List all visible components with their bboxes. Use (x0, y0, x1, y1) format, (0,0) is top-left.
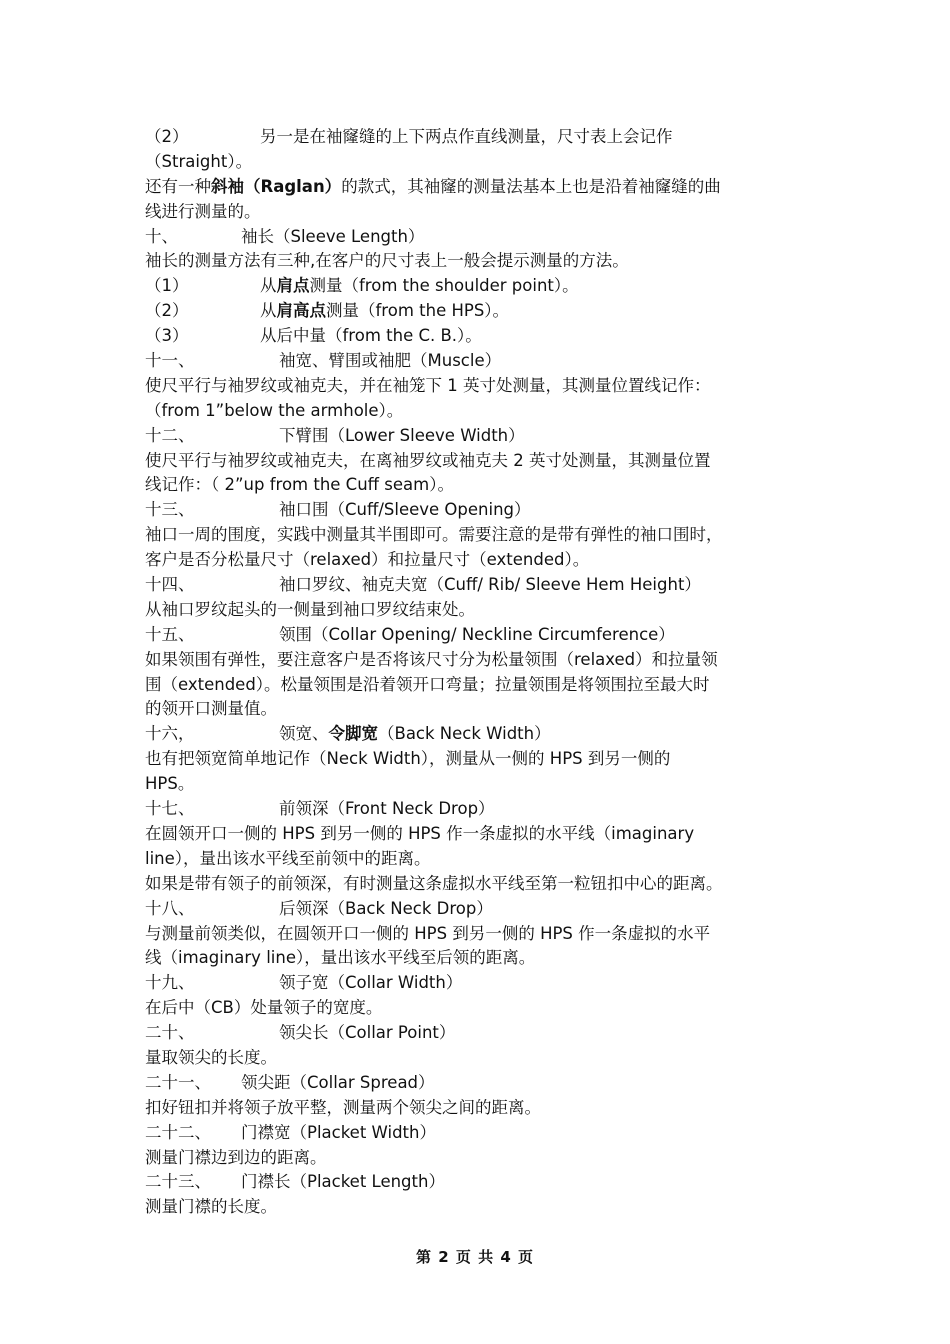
section-heading (145, 623, 825, 648)
section-number: 十三、 (145, 500, 195, 520)
paragraph-line (145, 747, 825, 772)
paragraph-line (145, 847, 825, 872)
paragraph-line (145, 822, 825, 847)
paragraph-line (145, 523, 825, 548)
paragraph-line (145, 150, 825, 175)
line-text: 扣好钮扣并将领子放平整，测量两个领尖之间的距离。 (145, 1097, 541, 1117)
section-number: 十一、 (145, 351, 195, 371)
paragraph-line (145, 673, 825, 698)
line-text: 的领开口测量值。 (145, 699, 277, 719)
line-text: 在后中（CB）处量领子的宽度。 (145, 998, 383, 1018)
item-number: （3） (145, 326, 189, 346)
line-text: （from 1”below the armhole）。 (145, 400, 404, 420)
line-text: 如果领围有弹性，要注意客户是否将该尺寸分为松量领围（relaxed）和拉量领 (145, 649, 718, 669)
section-number: 十六， (145, 724, 195, 744)
line-text: 线进行测量的。 (145, 201, 261, 221)
line-text: （Straight）。 (145, 151, 253, 171)
paragraph-line (145, 996, 825, 1021)
paragraph-line (145, 175, 825, 200)
section-number: 十五、 (145, 624, 195, 644)
section-title: 领尖长（Collar Point） (279, 1023, 456, 1043)
section-title: 袖口围（Cuff/Sleeve Opening） (279, 500, 531, 520)
paragraph-line (145, 946, 825, 971)
paragraph-line (145, 598, 825, 623)
line-text: HPS。 (145, 774, 195, 794)
line-text: （Back Neck Width） (378, 724, 551, 744)
line-text: 线（imaginary line），量出该水平线至后领的距离。 (145, 948, 536, 968)
line-text: 与测量前领类似，在圆领开口一侧的 HPS 到另一侧的 HPS 作一条虚拟的水平 (145, 923, 711, 943)
bold-term: 令脚宽 (328, 724, 378, 744)
section-title: 门襟长（Placket Length） (241, 1172, 445, 1192)
numbered-item (145, 274, 825, 299)
paragraph-line (145, 399, 825, 424)
document-body (145, 125, 825, 1220)
section-number: 二十二、 (145, 1122, 211, 1142)
line-text: 从后中量（from the C. B.）。 (260, 326, 482, 346)
section-heading (145, 1071, 825, 1096)
paragraph-line (145, 249, 825, 274)
line-text: 从 (260, 276, 277, 296)
numbered-item (145, 125, 825, 150)
paragraph-line (145, 449, 825, 474)
line-text: 量取领尖的长度。 (145, 1047, 277, 1067)
section-heading (145, 225, 825, 250)
section-heading (145, 424, 825, 449)
page-footer: 第 2 页 共 4 页 (416, 1248, 534, 1266)
section-number: 二十三、 (145, 1172, 211, 1192)
line-text: 如果是带有领子的前领深，有时测量这条虚拟水平线至第一粒钮扣中心的距离。 (145, 873, 723, 893)
section-title: 下臂围（Lower Sleeve Width） (279, 425, 525, 445)
paragraph-line (145, 922, 825, 947)
bold-term: 斜袖（Raglan） (211, 176, 342, 196)
section-title: 前领深（Front Neck Drop） (279, 799, 495, 819)
paragraph-line (145, 473, 825, 498)
section-title: 后领深（Back Neck Drop） (279, 898, 493, 918)
numbered-item (145, 299, 825, 324)
paragraph-line (145, 548, 825, 573)
paragraph-line (145, 872, 825, 897)
section-title: 袖长（Sleeve Length） (241, 226, 425, 246)
section-number: 二十一、 (145, 1072, 211, 1092)
paragraph-line (145, 772, 825, 797)
section-number: 二十、 (145, 1023, 195, 1043)
bold-term: 肩点 (276, 276, 310, 296)
line-text: 还有一种 (145, 176, 211, 196)
item-number: （1） (145, 276, 189, 296)
section-heading (145, 1021, 825, 1046)
line-text: 在圆领开口一侧的 HPS 到另一侧的 HPS 作一条虚拟的水平线（imaginary (145, 823, 695, 843)
section-title: 袖口罗纹、袖克夫宽（Cuff/ Rib/ Sleeve Hem Height） (279, 575, 701, 595)
numbered-item (145, 324, 825, 349)
item-number: （2） (145, 127, 189, 146)
line-text: 测量门襟的长度。 (145, 1197, 277, 1217)
line-text: 袖口一周的围度，实践中测量其半围即可。需要注意的是带有弹性的袖口围时， (145, 525, 723, 545)
bold-term: 肩高点 (276, 301, 326, 321)
line-text: line），量出该水平线至前领中的距离。 (145, 848, 431, 868)
section-number: 十四、 (145, 575, 195, 595)
line-text: 使尺平行与袖罗纹或袖克夫，并在袖笼下 1 英寸处测量，其测量位置线记作： (145, 375, 711, 395)
section-heading (145, 1121, 825, 1146)
line-text: 另一是在袖窿缝的上下两点作直线测量，尺寸表上会记作 (260, 127, 673, 146)
line-text: 从 (260, 301, 277, 321)
section-title: 领子宽（Collar Width） (279, 973, 463, 993)
line-text: 也有把领宽简单地记作（Neck Width），测量从一侧的 HPS 到另一侧的 (145, 749, 671, 769)
section-heading (145, 897, 825, 922)
line-text: 从袖口罗纹起头的一侧量到袖口罗纹结束处。 (145, 599, 475, 619)
section-heading (145, 498, 825, 523)
section-number: 十二、 (145, 425, 195, 445)
paragraph-line (145, 648, 825, 673)
line-text: 测量门襟边到边的距离。 (145, 1147, 327, 1167)
paragraph-line (145, 1195, 825, 1220)
paragraph-line (145, 374, 825, 399)
line-text: 客户是否分松量尺寸（relaxed）和拉量尺寸（extended）。 (145, 550, 590, 570)
section-number: 十九、 (145, 973, 195, 993)
paragraph-line (145, 1146, 825, 1171)
section-heading (145, 349, 825, 374)
paragraph-line (145, 200, 825, 225)
paragraph-line (145, 1046, 825, 1071)
section-heading (145, 1170, 825, 1195)
section-heading (145, 797, 825, 822)
section-number: 十八、 (145, 898, 195, 918)
section-heading (145, 722, 825, 747)
section-heading (145, 573, 825, 598)
line-text: 的款式，其袖窿的测量法基本上也是沿着袖窿缝的曲 (341, 176, 721, 196)
paragraph-line (145, 697, 825, 722)
line-text: 测量（from the HPS）。 (326, 301, 510, 321)
line-text: 线记作：（ 2”up from the Cuff seam）。 (145, 475, 454, 495)
section-heading (145, 971, 825, 996)
section-title: 袖宽、臂围或袖肥（Muscle） (279, 351, 502, 371)
line-text: 测量（from the shoulder point）。 (309, 276, 579, 296)
section-number: 十七、 (145, 799, 195, 819)
section-title: 门襟宽（Placket Width） (241, 1122, 436, 1142)
section-number: 十、 (145, 226, 178, 246)
line-text: 袖长的测量方法有三种,在客户的尺寸表上一般会提示测量的方法。 (145, 251, 629, 271)
line-text: 领宽、 (279, 724, 329, 744)
paragraph-line (145, 1096, 825, 1121)
item-number: （2） (145, 301, 189, 321)
line-text: 使尺平行与袖罗纹或袖克夫，在离袖罗纹或袖克夫 2 英寸处测量，其测量位置 (145, 450, 711, 470)
line-text: 围（extended）。松量领围是沿着领开口弯量；拉量领围是将领围拉至最大时 (145, 674, 710, 694)
section-title: 领围（Collar Opening/ Neckline Circumference） (279, 624, 675, 644)
section-title: 领尖距（Collar Spread） (241, 1072, 435, 1092)
